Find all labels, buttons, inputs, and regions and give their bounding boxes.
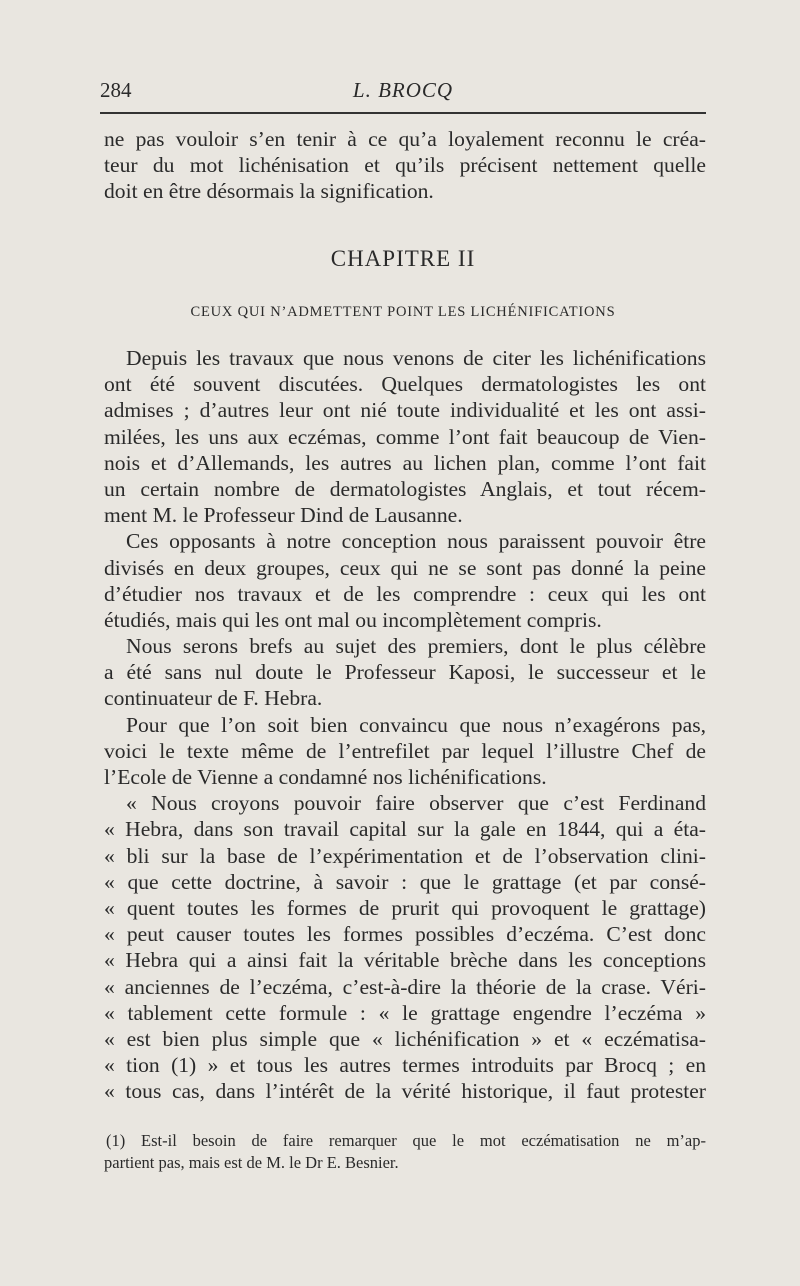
running-title: L. BROCQ	[352, 78, 454, 102]
text-line: a été sans nul doute le Professeur Kaposi, le successeur et le	[104, 660, 706, 685]
intro-paragraph	[104, 126, 706, 205]
quote-line: « bli sur la base de l’expérimentation et de l’observation clini-	[104, 843, 706, 868]
text-line: teur du mot lichénisation et qu’ils précisent nettement quelle	[104, 153, 706, 178]
text-line: un certain nombre de dermatologistes Anglais, et tout récem-	[104, 476, 706, 501]
quote-line: « Hebra, dans son travail capital sur la gale en 1844, qui a éta-	[104, 817, 706, 842]
text-line: Pour que l’on soit bien convaincu que nous n’exagérons pas,	[126, 712, 706, 737]
text-line: admises ; d’autres leur ont nié toute individualité et les ont assi-	[104, 398, 706, 423]
text-line: Depuis les travaux que nous venons de citer les lichénifications	[126, 346, 706, 370]
quote-line: « peut causer toutes les formes possibles d’eczéma. C’est donc	[104, 922, 706, 947]
text-line: continuateur de F. Hebra.	[104, 686, 323, 711]
footnote-line: (1) Est-il besoin de faire remarquer que le mot eczématisation ne m’ap-	[106, 1131, 706, 1150]
quote-line: « que cette doctrine, à savoir : que le grattage (et par consé-	[104, 869, 706, 894]
quote-line: « Nous croyons pouvoir faire observer que c’est Ferdinand	[126, 791, 706, 816]
chapter-subtitle: CEUX QUI N’ADMETTENT POINT LES LICHÉNIFICATIONS	[190, 304, 616, 320]
quote-line: « tablement cette formule : « le grattage engendre l’eczéma »	[104, 1000, 706, 1025]
quote-line: « tion (1) » et tous les autres termes introduits par Brocq ; en	[104, 1053, 706, 1078]
chapter-title: CHAPITRE II	[330, 246, 476, 271]
text-line: ment M. le Professeur Dind de Lausanne.	[104, 503, 463, 528]
header-rule	[100, 112, 706, 114]
footnote	[104, 1130, 706, 1174]
quote-line: « anciennes de l’eczéma, c’est-à-dire la théorie de la crase. Véri-	[104, 974, 706, 999]
text-line: ne pas vouloir s’en tenir à ce qu’a loyalement reconnu le créa-	[104, 127, 706, 151]
text-line: Ces opposants à notre conception nous paraissent pouvoir être	[126, 529, 706, 554]
text-line: ont été souvent discutées. Quelques dermatologistes les ont	[104, 372, 706, 397]
page-number: 284	[100, 78, 132, 102]
running-header	[100, 78, 706, 104]
text-line: l’Ecole de Vienne a condamné nos lichénifications.	[104, 765, 547, 789]
text-line: divisés en deux groupes, ceux qui ne se sont pas donné la peine	[104, 555, 706, 580]
quote-line: « quent toutes les formes de prurit qui provoquent le grattage)	[104, 895, 706, 920]
text-line: Nous serons brefs au sujet des premiers, dont le plus célèbre	[126, 634, 706, 659]
quote-line: « est bien plus simple que « lichénification » et « eczématisa-	[104, 1026, 706, 1051]
quote-line: « tous cas, dans l’intérêt de la vérité historique, il faut protester	[104, 1079, 706, 1104]
footnote-line: partient pas, mais est de M. le Dr E. Besnier.	[104, 1153, 399, 1172]
quote-line: « Hebra qui a ainsi fait la véritable brèche dans les conceptions	[104, 948, 706, 973]
text-line: étudiés, mais qui les ont mal ou incomplètement compris.	[104, 607, 602, 632]
text-line: nois et d’Allemands, les autres au lichen plan, comme l’ont fait	[104, 450, 706, 475]
chapter-body	[104, 345, 706, 1104]
text-line: voici le texte même de l’entrefilet par lequel l’illustre Chef de	[104, 738, 706, 763]
text-line: doit en être désormais la signification.	[104, 179, 434, 204]
text-line: milées, les uns aux eczémas, comme l’ont fait beaucoup de Vien-	[104, 424, 706, 449]
text-line: d’étudier nos travaux et de les comprendre : ceux qui les ont	[104, 581, 706, 606]
